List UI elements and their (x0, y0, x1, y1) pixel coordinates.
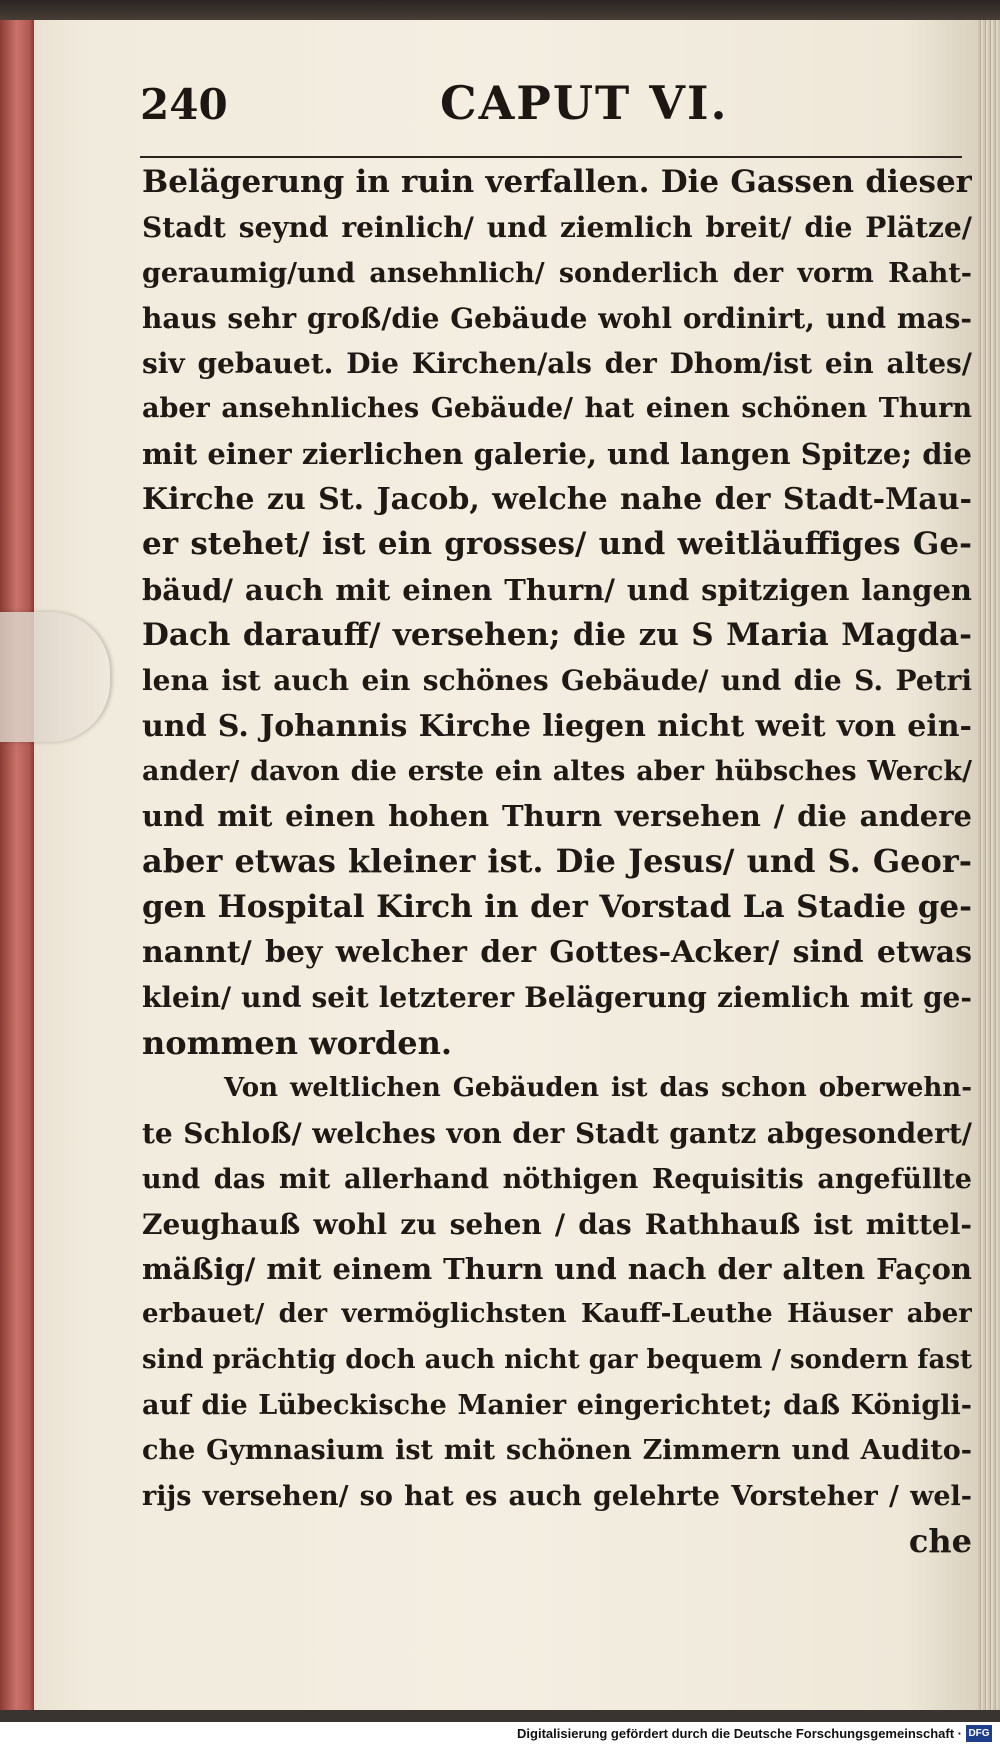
catchword: che (908, 1521, 972, 1560)
text-line: aber ansehnliches Gebäude/ hat einen schönen Thurn (142, 393, 972, 425)
text-line: Von weltlichen Gebäuden ist das schon oberwehn- (224, 1072, 972, 1103)
text-line: haus sehr groß/die Gebäude wohl ordinirt, und mas- (142, 301, 972, 335)
text-line: und das mit allerhand nöthigen Requisitis angefüllte (142, 1163, 972, 1195)
text-line: lena ist auch ein schönes Gebäude/ und die S. Petri (142, 664, 972, 698)
page-clip (0, 612, 110, 742)
page-number: 240 (140, 80, 228, 129)
text-line: Kirche zu St. Jacob, welche nahe der Stadt-Mau- (142, 482, 972, 518)
book-edge-left (0, 20, 36, 1710)
text-line: geraumig/und ansehnlich/ sonderlich der vorm Raht- (142, 257, 972, 289)
footer-credit: Digitalisierung gefördert durch die Deutsche Forschungsgemeinschaft · (517, 1726, 962, 1741)
text-line: rijs versehen/ so hat es auch gelehrte Vorsteher / wel- (142, 1480, 972, 1512)
text-line: sind prächtig doch auch nicht gar bequem / sondern fast (142, 1344, 972, 1375)
text-line: und S. Johannis Kirche liegen nicht weit von ein- (142, 708, 972, 744)
header-rule (140, 156, 962, 158)
text-line: mit einer zierlichen galerie, und langen Spitze; die (142, 436, 972, 471)
text-line: Zeughauß wohl zu sehen / das Rathhauß ist mittel- (142, 1207, 972, 1241)
text-line: siv gebauet. Die Kirchen/als der Dhom/ist ein altes/ (142, 347, 972, 381)
text-line: aber etwas kleiner ist. Die Jesus/ und S. Geor- (142, 842, 972, 881)
text-line: gen Hospital Kirch in der Vorstad La Stadie ge- (142, 888, 972, 925)
body-text (142, 160, 972, 1564)
text-line: nannt/ bey welcher der Gottes-Acker/ sind etwas (142, 935, 972, 971)
text-line: te Schloß/ welches von der Stadt gantz abgesondert/ (142, 1117, 972, 1151)
text-line: erbauet/ der vermöglichsten Kauff-Leuthe Häuser aber (142, 1299, 972, 1330)
running-head: CAPUT VI. (440, 76, 729, 130)
text-line: nommen worden. (142, 1023, 452, 1062)
text-line: bäud/ auch mit einen Thurn/ und spitzigen langen (142, 572, 972, 607)
text-line: und mit einen hohen Thurn versehen / die andere (142, 799, 972, 834)
text-line: mäßig/ mit einem Thurn und nach der alten Façon (142, 1252, 972, 1287)
page-header (140, 76, 960, 136)
text-line: ander/ davon die erste ein altes aber hübsches Werck/ (142, 755, 972, 787)
dfg-logo-icon: DFG (966, 1725, 992, 1742)
text-line: klein/ und seit letzterer Belägerung ziemlich mit ge- (142, 981, 972, 1015)
digitization-footer (0, 1722, 1000, 1746)
text-line: er stehet/ ist ein grosses/ und weitläuffiges Ge- (142, 526, 972, 563)
text-line: Dach darauff/ versehen; die zu S Maria Magda- (142, 616, 972, 653)
book-cover-top (0, 0, 1000, 22)
text-line: Stadt seynd reinlich/ und ziemlich breit/ die Plätze/ (142, 211, 972, 245)
page-stack-edge (978, 20, 1000, 1710)
text-line: che Gymnasium ist mit schönen Zimmern und Audito- (142, 1435, 972, 1467)
text-line: auf die Lübeckische Manier eingerichtet; daß Königli- (142, 1390, 972, 1422)
text-line: Belägerung in ruin verfallen. Die Gassen dieser (142, 164, 972, 200)
